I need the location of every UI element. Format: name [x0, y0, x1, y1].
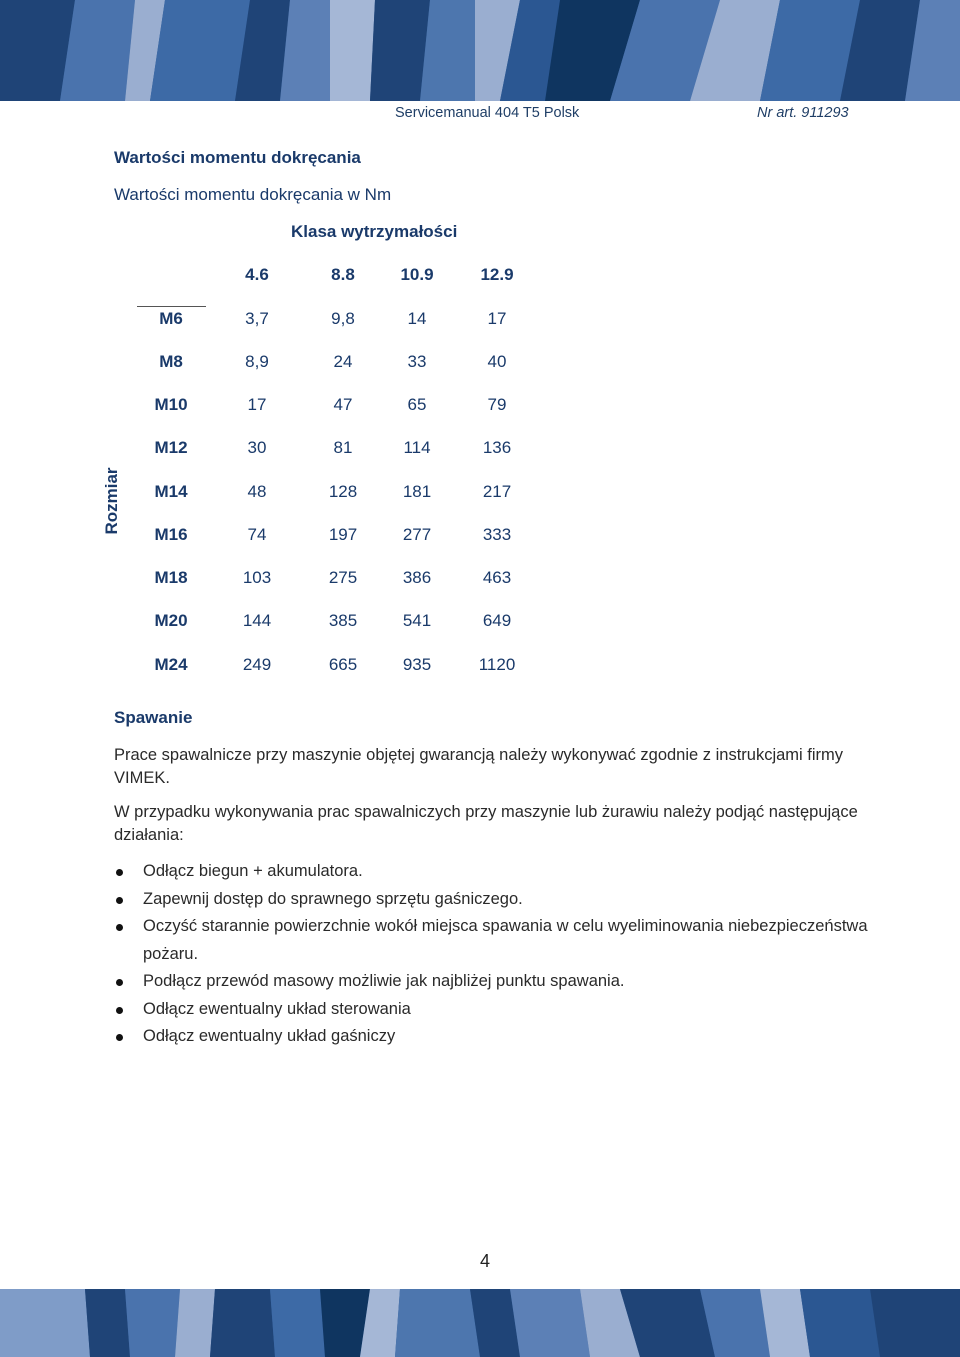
value-cell: 541 [402, 611, 432, 630]
list-item [114, 968, 874, 996]
value-cell: 14 [407, 309, 427, 328]
torque-title: Wartości momentu dokręcania [114, 148, 361, 167]
value-cell: 3,7 [245, 309, 269, 328]
value-cell: 114 [403, 438, 431, 457]
value-cell: 30 [247, 438, 267, 457]
list-item-text: Odłącz biegun + akumulatora. [143, 862, 363, 880]
size-cell: M8 [159, 352, 183, 371]
footer-decoration [0, 1289, 960, 1357]
table-row [0, 309, 960, 333]
value-cell: 40 [487, 352, 507, 371]
article-number: Nr art. 911293 [757, 105, 849, 121]
bullet-icon [116, 979, 123, 986]
table-row [0, 568, 960, 592]
list-item [114, 1023, 874, 1051]
table-row [0, 395, 960, 419]
list-item [114, 996, 874, 1024]
table-row [0, 655, 960, 679]
value-cell: 386 [402, 568, 432, 587]
value-cell: 181 [402, 482, 432, 501]
value-cell: 103 [242, 568, 272, 587]
value-cell: 81 [333, 438, 353, 457]
column-header: 4.6 [245, 265, 269, 284]
table-row [0, 525, 960, 549]
value-cell: 665 [328, 655, 358, 674]
welding-paragraph: W przypadku wykonywania prac spawalniczych przy maszynie lub żurawiu należy podjąć następujące działania: [114, 803, 858, 844]
value-cell: 65 [407, 395, 427, 414]
size-cell: M24 [154, 655, 188, 674]
list-item [114, 858, 874, 886]
manual-title: Servicemanual 404 T5 Polsk [395, 105, 580, 121]
list-item [114, 886, 874, 914]
value-cell: 463 [482, 568, 512, 587]
welding-paragraph: Prace spawalnicze przy maszynie objętej gwarancją należy wykonywać zgodnie z instrukcjami firmy VIMEK. [114, 746, 844, 787]
value-cell: 249 [242, 655, 272, 674]
welding-steps-list [114, 858, 874, 1051]
size-cell: M6 [159, 309, 183, 328]
value-cell: 79 [487, 395, 507, 414]
size-cell: M14 [154, 482, 188, 501]
header-decoration [0, 0, 960, 101]
value-cell: 649 [482, 611, 512, 630]
value-cell: 128 [328, 482, 358, 501]
bullet-icon [116, 897, 123, 904]
value-cell: 136 [482, 438, 512, 457]
value-cell: 48 [247, 482, 267, 501]
value-cell: 47 [333, 395, 353, 414]
welding-title: Spawanie [114, 708, 193, 727]
value-cell: 333 [482, 525, 512, 544]
value-cell: 74 [247, 525, 267, 544]
bullet-icon [116, 924, 123, 931]
list-item-text: Podłącz przewód masowy możliwie jak najbliżej punktu spawania. [143, 972, 625, 990]
value-cell: 1120 [478, 655, 516, 674]
value-cell: 9,8 [331, 309, 355, 328]
list-item-text: Odłącz ewentualny układ sterowania [143, 999, 411, 1018]
list-item-text: Zapewnij dostęp do sprawnego sprzętu gaśniczego. [143, 889, 523, 908]
size-cell: M18 [154, 568, 188, 587]
value-cell: 33 [407, 352, 427, 371]
size-cell: M12 [154, 438, 188, 457]
size-axis-label: Rozmiar [102, 467, 121, 535]
table-row [0, 438, 960, 462]
column-header: 12.9 [480, 265, 514, 284]
value-cell: 275 [328, 568, 358, 587]
size-cell: M16 [154, 525, 188, 544]
value-cell: 277 [402, 525, 432, 544]
table-row [0, 611, 960, 635]
torque-subtitle: Wartości momentu dokręcania w Nm [114, 185, 392, 204]
size-cell: M10 [154, 395, 188, 414]
value-cell: 197 [328, 525, 358, 544]
value-cell: 385 [328, 611, 358, 630]
size-cell: M20 [154, 611, 188, 630]
list-item-text: Oczyść starannie powierzchnie wokół miejsca spawania w celu wyeliminowania niebezpieczeństwa pożaru. [143, 917, 868, 963]
value-cell: 144 [242, 611, 272, 630]
bullet-icon [116, 1034, 123, 1041]
value-cell: 8,9 [245, 352, 269, 371]
table-row [0, 352, 960, 376]
column-header: 10.9 [400, 265, 434, 284]
value-cell: 17 [247, 395, 267, 414]
table-row [0, 482, 960, 506]
list-item-text: Odłącz ewentualny układ gaśniczy [143, 1027, 396, 1045]
class-heading: Klasa wytrzymałości [291, 222, 458, 241]
header-divider [137, 306, 206, 307]
value-cell: 935 [402, 655, 432, 674]
list-item [114, 913, 874, 968]
bullet-icon [116, 1007, 123, 1014]
page-number: 4 [480, 1251, 491, 1271]
value-cell: 24 [333, 352, 353, 371]
value-cell: 17 [487, 309, 507, 328]
value-cell: 217 [482, 482, 512, 501]
column-header: 8.8 [331, 265, 355, 284]
bullet-icon [116, 869, 123, 876]
